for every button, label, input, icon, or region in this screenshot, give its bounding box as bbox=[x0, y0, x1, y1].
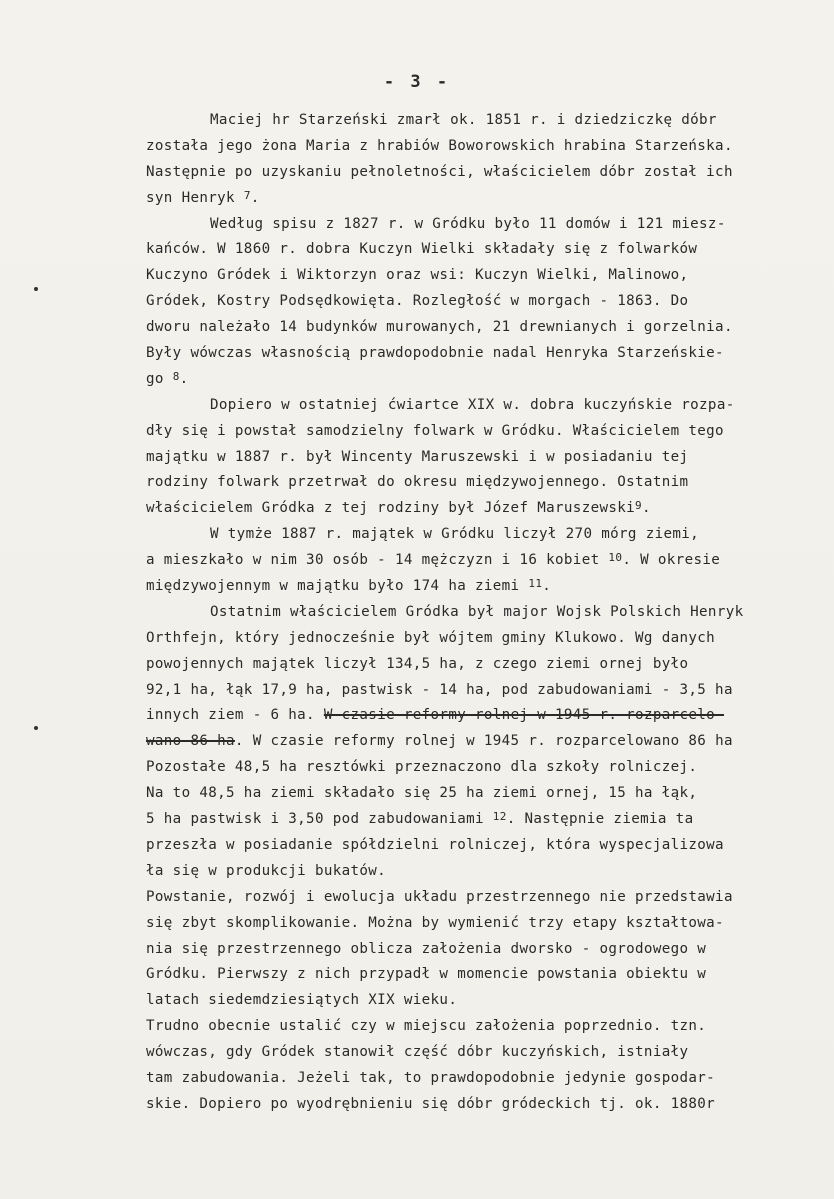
text-line bbox=[146, 885, 832, 911]
footnote-ref: 8 bbox=[172, 369, 180, 383]
footnote-ref: 9 bbox=[635, 499, 643, 513]
footnote-ref: 12 bbox=[492, 810, 507, 824]
line-text: tam zabudowania. Jeżeli tak, to prawdopodobnie jedynie gospodar- bbox=[146, 1069, 716, 1086]
document-body bbox=[148, 108, 832, 1118]
text-line bbox=[146, 1092, 832, 1118]
text-line bbox=[146, 470, 832, 496]
text-line bbox=[146, 574, 832, 600]
text-line bbox=[146, 289, 832, 315]
footnote-ref: 10 bbox=[608, 551, 623, 565]
text-line bbox=[146, 833, 832, 859]
line-text-after: . bbox=[179, 370, 189, 387]
line-text: skie. Dopiero po wyodrębnieniu się dóbr gródeckich tj. ok. 1880r bbox=[146, 1095, 716, 1112]
line-text: go bbox=[146, 370, 173, 387]
line-text-after: . Następnie ziemia ta bbox=[506, 811, 694, 828]
text-line bbox=[148, 212, 832, 238]
text-line bbox=[146, 626, 832, 652]
text-line bbox=[146, 807, 832, 833]
line-text: majątku w 1887 r. był Wincenty Maruszewski i w posiadaniu tej bbox=[146, 448, 689, 465]
line-text-after: . W czasie reformy rolnej w 1945 r. rozparcelowano 86 ha bbox=[234, 733, 733, 750]
line-text: przeszła w posiadanie spółdzielni rolniczej, która wyspecjalizowa bbox=[146, 836, 724, 853]
line-text: ła się w produkcji bukatów. bbox=[146, 862, 387, 879]
line-text: Dopiero w ostatniej ćwiartce XIX w. dobra kuczyńskie rozpa- bbox=[210, 396, 735, 413]
line-text: Maciej hr Starzeński zmarł ok. 1851 r. i dziedziczkę dóbr bbox=[210, 112, 717, 128]
text-line bbox=[146, 496, 832, 522]
footnote-ref: 11 bbox=[528, 577, 543, 591]
line-text: Trudno obecnie ustalić czy w miejscu założenia poprzednio. tzn. bbox=[146, 1018, 707, 1035]
text-line bbox=[146, 548, 832, 574]
text-line bbox=[146, 755, 832, 781]
line-text: Na to 48,5 ha ziemi składało się 25 ha ziemi ornej, 15 ha łąk, bbox=[146, 785, 698, 802]
line-text: międzywojennym w majątku było 174 ha ziemi bbox=[146, 578, 529, 595]
line-text: Kuczyno Gródek i Wiktorzyn oraz wsi: Kuczyn Wielki, Malinowo, bbox=[146, 267, 689, 284]
text-line bbox=[146, 962, 832, 988]
text-line bbox=[146, 160, 832, 186]
line-text: 92,1 ha, łąk 17,9 ha, pastwisk - 14 ha, pod zabudowaniami - 3,5 ha bbox=[146, 681, 733, 698]
line-text: syn Henryk bbox=[146, 189, 244, 206]
text-line bbox=[146, 134, 832, 160]
text-line bbox=[146, 1040, 832, 1066]
text-line bbox=[146, 186, 832, 212]
line-text: właścicielem Gródka z tej rodziny był Józef Maruszewski bbox=[146, 500, 636, 517]
line-text: dworu należało 14 budynków murowanych, 21 drewnianych i gorzelnia. bbox=[146, 319, 733, 336]
text-line bbox=[146, 781, 832, 807]
text-line bbox=[146, 1014, 832, 1040]
line-text: 5 ha pastwisk i 3,50 pod zabudowaniami bbox=[146, 811, 493, 828]
line-text-after: . bbox=[250, 189, 260, 206]
line-text-after: . bbox=[542, 578, 552, 595]
line-text: Gródek, Kostry Podsędkowięta. Rozległość w morgach - 1863. Do bbox=[146, 293, 689, 310]
footnote-ref: 7 bbox=[243, 188, 251, 202]
line-text: a mieszkało w nim 30 osób - 14 mężczyzn i 16 kobiet bbox=[146, 552, 609, 569]
text-line bbox=[146, 652, 832, 678]
line-text-after: . W okresie bbox=[622, 552, 721, 569]
margin-mark bbox=[34, 726, 38, 730]
line-text: Według spisu z 1827 r. w Gródku było 11 domów i 121 miesz- bbox=[210, 215, 726, 232]
line-text: latach siedemdziesiątych XIX wieku. bbox=[146, 992, 458, 1009]
text-line bbox=[146, 263, 832, 289]
text-line bbox=[146, 678, 832, 704]
line-text: nia się przestrzennego oblicza założenia dworsko - ogrodowego w bbox=[146, 940, 707, 957]
struck-text: wano 86 ha bbox=[146, 733, 235, 750]
line-text: W tymże 1887 r. majątek w Gródku liczył 270 mórg ziemi, bbox=[210, 526, 700, 543]
line-text: dły się i powstał samodzielny folwark w Gródku. Właścicielem tego bbox=[146, 422, 724, 439]
line-text: została jego żona Maria z hrabiów Boworowskich hrabina Starzeńska. bbox=[146, 137, 733, 154]
text-line bbox=[146, 937, 832, 963]
line-text: Były wówczas własnością prawdopodobnie nadal Henryka Starzeńskie- bbox=[146, 345, 724, 362]
struck-text: W czasie reformy rolnej w 1945 r. rozparcelo- bbox=[323, 707, 724, 724]
line-text: Pozostałe 48,5 ha resztówki przeznaczono dla szkoły rolniczej. bbox=[146, 759, 698, 776]
line-text: powojennych majątek liczył 134,5 ha, z czego ziemi ornej było bbox=[146, 655, 689, 672]
line-text: kańców. W 1860 r. dobra Kuczyn Wielki składały się z folwarków bbox=[146, 241, 698, 258]
text-line bbox=[146, 237, 832, 263]
page-number: - 3 - bbox=[383, 72, 451, 92]
line-text: rodziny folwark przetrwał do okresu międzywojennego. Ostatnim bbox=[146, 474, 689, 491]
line-text: Ostatnim właścicielem Gródka był major Wojsk Polskich Henryk bbox=[210, 603, 744, 620]
text-line bbox=[146, 729, 832, 755]
line-text: Następnie po uzyskaniu pełnoletności, właścicielem dóbr został ich bbox=[146, 163, 733, 180]
text-line bbox=[146, 911, 832, 937]
text-line bbox=[146, 315, 832, 341]
text-line bbox=[148, 600, 832, 626]
line-text-after: . bbox=[642, 500, 651, 517]
text-line bbox=[146, 1066, 832, 1092]
line-text: Orthfejn, który jednocześnie był wójtem gminy Klukowo. Wg danych bbox=[146, 629, 716, 646]
margin-mark bbox=[34, 287, 38, 291]
text-line bbox=[146, 419, 832, 445]
text-line bbox=[148, 522, 832, 548]
text-line bbox=[146, 341, 832, 367]
text-line bbox=[146, 445, 832, 471]
text-line bbox=[146, 859, 832, 885]
text-line bbox=[148, 108, 832, 134]
line-text: Gródku. Pierwszy z nich przypadł w momencie powstania obiektu w bbox=[146, 966, 707, 983]
line-text: innych ziem - 6 ha. bbox=[146, 707, 324, 724]
line-text: wówczas, gdy Gródek stanowił część dóbr kuczyńskich, istniały bbox=[146, 1044, 689, 1061]
line-text: się zbyt skomplikowanie. Można by wymienić trzy etapy kształtowa- bbox=[146, 914, 724, 931]
line-text: Powstanie, rozwój i ewolucja układu przestrzennego nie przedstawia bbox=[146, 888, 733, 905]
text-line bbox=[146, 703, 832, 729]
text-line bbox=[146, 367, 832, 393]
text-line bbox=[148, 393, 832, 419]
text-line bbox=[146, 988, 832, 1014]
